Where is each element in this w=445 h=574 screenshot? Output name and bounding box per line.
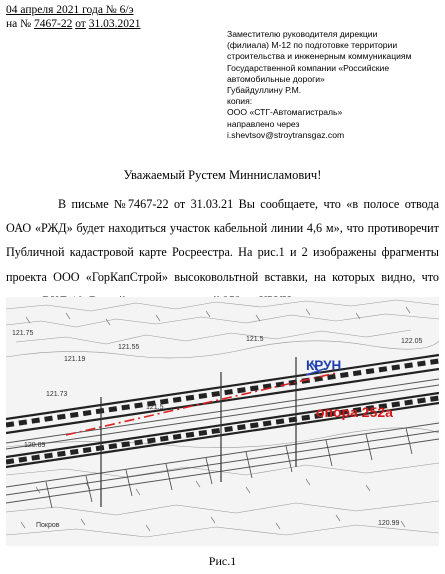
- svg-text:120.89: 120.89: [24, 442, 46, 449]
- addressee-line: Заместителю руководителя дирекции: [227, 29, 378, 39]
- addressee-line: строительства и инженерным коммуникациям: [227, 51, 412, 62]
- svg-text:121.19: 121.19: [64, 356, 86, 363]
- reply-prefix: на №: [6, 18, 32, 30]
- addressee-email: i.shevtsov@stroytransgaz.com: [227, 129, 345, 140]
- addressee-line: копия:: [227, 96, 253, 107]
- addressee-line: (филиала) М-12 по подготовке территории: [227, 40, 398, 51]
- svg-text:120.99: 120.99: [378, 520, 400, 527]
- svg-text:122.05: 122.05: [401, 338, 423, 345]
- krun-label: КРУН: [306, 358, 342, 373]
- letter-date-reference: [6, 4, 134, 17]
- greeting: Уважаемый Рустем Миннисламович!: [123, 168, 322, 182]
- svg-text:121.75: 121.75: [12, 330, 34, 337]
- svg-text:121.55: 121.55: [118, 344, 140, 351]
- addressee-line: Государственной компании «Российские: [227, 62, 390, 73]
- addressee-line: направлено через: [227, 118, 300, 129]
- pole-252a-label: опора 252а: [316, 404, 393, 420]
- svg-text:121.73: 121.73: [46, 391, 68, 398]
- project-drawing: [6, 297, 439, 546]
- addressee-line: автомобильные дороги»: [227, 73, 325, 84]
- reply-reference: [6, 18, 140, 31]
- drawing-graphic: [6, 297, 439, 546]
- addressee-line: ООО «СТГ-Автомагистраль»: [227, 107, 343, 118]
- body-paragraph: В письме №7467-22 от 31.03.21 Вы сообщаете, что «в полосе отвода ОАО «РЖД» будет находиться участок кабельной линии 4,6 м», что противоречит Публичной кадастровой карте Росреестра. На рис.1 и 2 изображены фрагменты проекта ООО «ГорКапСтрой» высоковольтной вставки, на которых видно, что: [6, 197, 439, 284]
- reply-from: от: [75, 18, 86, 30]
- figure-caption: Рис.1: [208, 554, 237, 568]
- svg-text:121.5: 121.5: [246, 336, 264, 343]
- svg-text:Покров: Покров: [36, 522, 60, 529]
- reply-date: 31.03.2021: [88, 18, 141, 30]
- addressee-block: [227, 29, 439, 141]
- svg-text:121.5: 121.5: [146, 404, 164, 411]
- addressee-line: Губайдуллину Р.М.: [227, 85, 302, 96]
- letter-date: 04 апреля 2021 года № 6/э: [6, 4, 134, 16]
- reply-number: 7467-22: [33, 18, 73, 30]
